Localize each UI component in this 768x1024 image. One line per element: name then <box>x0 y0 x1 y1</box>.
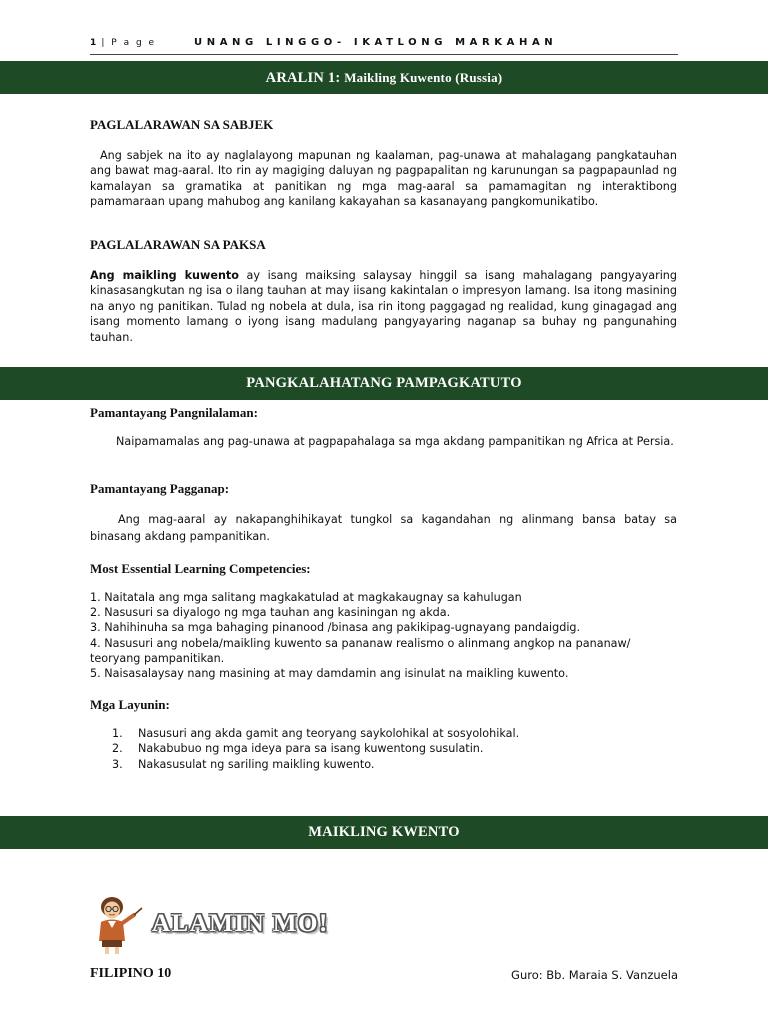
list-item: 4. Nasusuri ang nobela/maikling kuwento sa pananaw realismo o alinmang angkop na pananaw/ <box>90 636 631 650</box>
item-number: 3. <box>112 757 123 771</box>
list-item: teoryang pampanitikan. <box>90 651 225 665</box>
list-item <box>112 741 632 756</box>
item-text: Nakabubuo ng mga ideya para sa isang kuwentong susulatin. <box>138 742 484 756</box>
content-standard-heading: Pamantayang Pangnilalaman: <box>90 405 258 420</box>
running-title: UNANG LINGGO- IKATLONG MARKAHAN <box>194 37 558 48</box>
page-number-value: 1 <box>90 38 98 48</box>
section-topic-heading: PAGLALARAWAN SA PAKSA <box>90 237 266 252</box>
header-rule <box>90 54 678 55</box>
list-item: 5. Naisasalaysay nang masining at may damdamin ang isinulat na maikling kuwento. <box>90 667 569 681</box>
performance-standard-text: Ang mag-aaral ay nakapanghihikayat tungkol sa kagandahan ng alinmang bansa batay sa binasang akdang pampanitikan. <box>90 513 677 543</box>
section-subject-heading: PAGLALARAWAN SA SABJEK <box>90 117 274 132</box>
section-topic-paragraph <box>90 268 677 345</box>
general-learning-band: PANGKALAHATANG PAMPAGKATUTO <box>0 367 768 400</box>
item-number: 2. <box>112 742 123 756</box>
footer-subject: FILIPINO 10 <box>90 966 172 981</box>
list-item <box>112 726 632 741</box>
objectives-list <box>112 726 632 772</box>
teacher-pointing-icon <box>92 895 144 955</box>
performance-standard-heading: Pamantayang Pagganap: <box>90 481 230 496</box>
lesson-prefix: ARALIN 1: <box>265 70 341 86</box>
footer-teacher: Guro: Bb. Maraia S. Vanzuela <box>511 968 678 982</box>
list-item: 1. Naitatala ang mga salitang magkakatulad at magkakaugnay sa kahulugan <box>90 591 522 604</box>
short-story-band: MAIKLING KWENTO <box>0 816 768 849</box>
item-text: Nakasusulat ng sariling maikling kuwento. <box>138 757 375 771</box>
melc-list <box>90 590 690 681</box>
bold-lead: Ang maikling kuwento <box>90 269 239 282</box>
page-number <box>90 38 156 48</box>
item-number: 1. <box>112 727 123 740</box>
lesson-title: Maikling Kuwento (Russia) <box>344 70 503 85</box>
topic-text: ay isang maiksing salaysay hinggil sa isang mahalagang pangyayaring kinasasangkutan ng isa o ilang tauhan at may iisang kakintalan o impresyon lamang. Isa itong masining na anyo ng panitikan. Tulad ng nobela at dula, isa rin itong paggagad ng realidad, kung ginagagad ang isang momento lamang o iyong isang madulang pangyayaring naganap sa buhay ng pangunahing tauhan. <box>90 269 677 344</box>
content-standard-text: Naipamamalas ang pag-unawa at pagpapahalaga sa mga akdang pampanitikan ng Africa at Persia. <box>116 435 674 448</box>
list-item: 2. Nasusuri sa diyalogo ng mga tauhan ang kasiningan ng akda. <box>90 606 451 620</box>
objectives-heading: Mga Layunin: <box>90 697 170 712</box>
page-label: | P a g e <box>101 38 157 48</box>
section-subject-paragraph: Ang sabjek na ito ay naglalayong mapunan ng kaalaman, pag-unawa at mahalagang pangkatauhan ang bawat mag-aaral. Ito rin ay magiging daluyan ng pagpapalitan ng karunungan sa pagpapaunlad ng kamalayan sa gramatika at panitikan ng mga mag-aaral sa pamamagitan ng interaktibong pamamaraan upang mahubog ang kanilang kakayahan sa kasanayang pangkomunikatibo. <box>90 149 677 209</box>
melc-heading: Most Essential Learning Competencies: <box>90 561 311 576</box>
alamin-mo-title: ALAMIN MO! <box>152 910 329 937</box>
list-item <box>112 757 632 772</box>
item-text: Nasusuri ang akda gamit ang teoryang saykolohikal at sosyolohikal. <box>138 727 520 740</box>
lesson-band <box>0 61 768 94</box>
list-item: 3. Nahihinuha sa mga bahaging pinanood /binasa ang pakikipag-ugnayang pandaigdig. <box>90 621 581 635</box>
